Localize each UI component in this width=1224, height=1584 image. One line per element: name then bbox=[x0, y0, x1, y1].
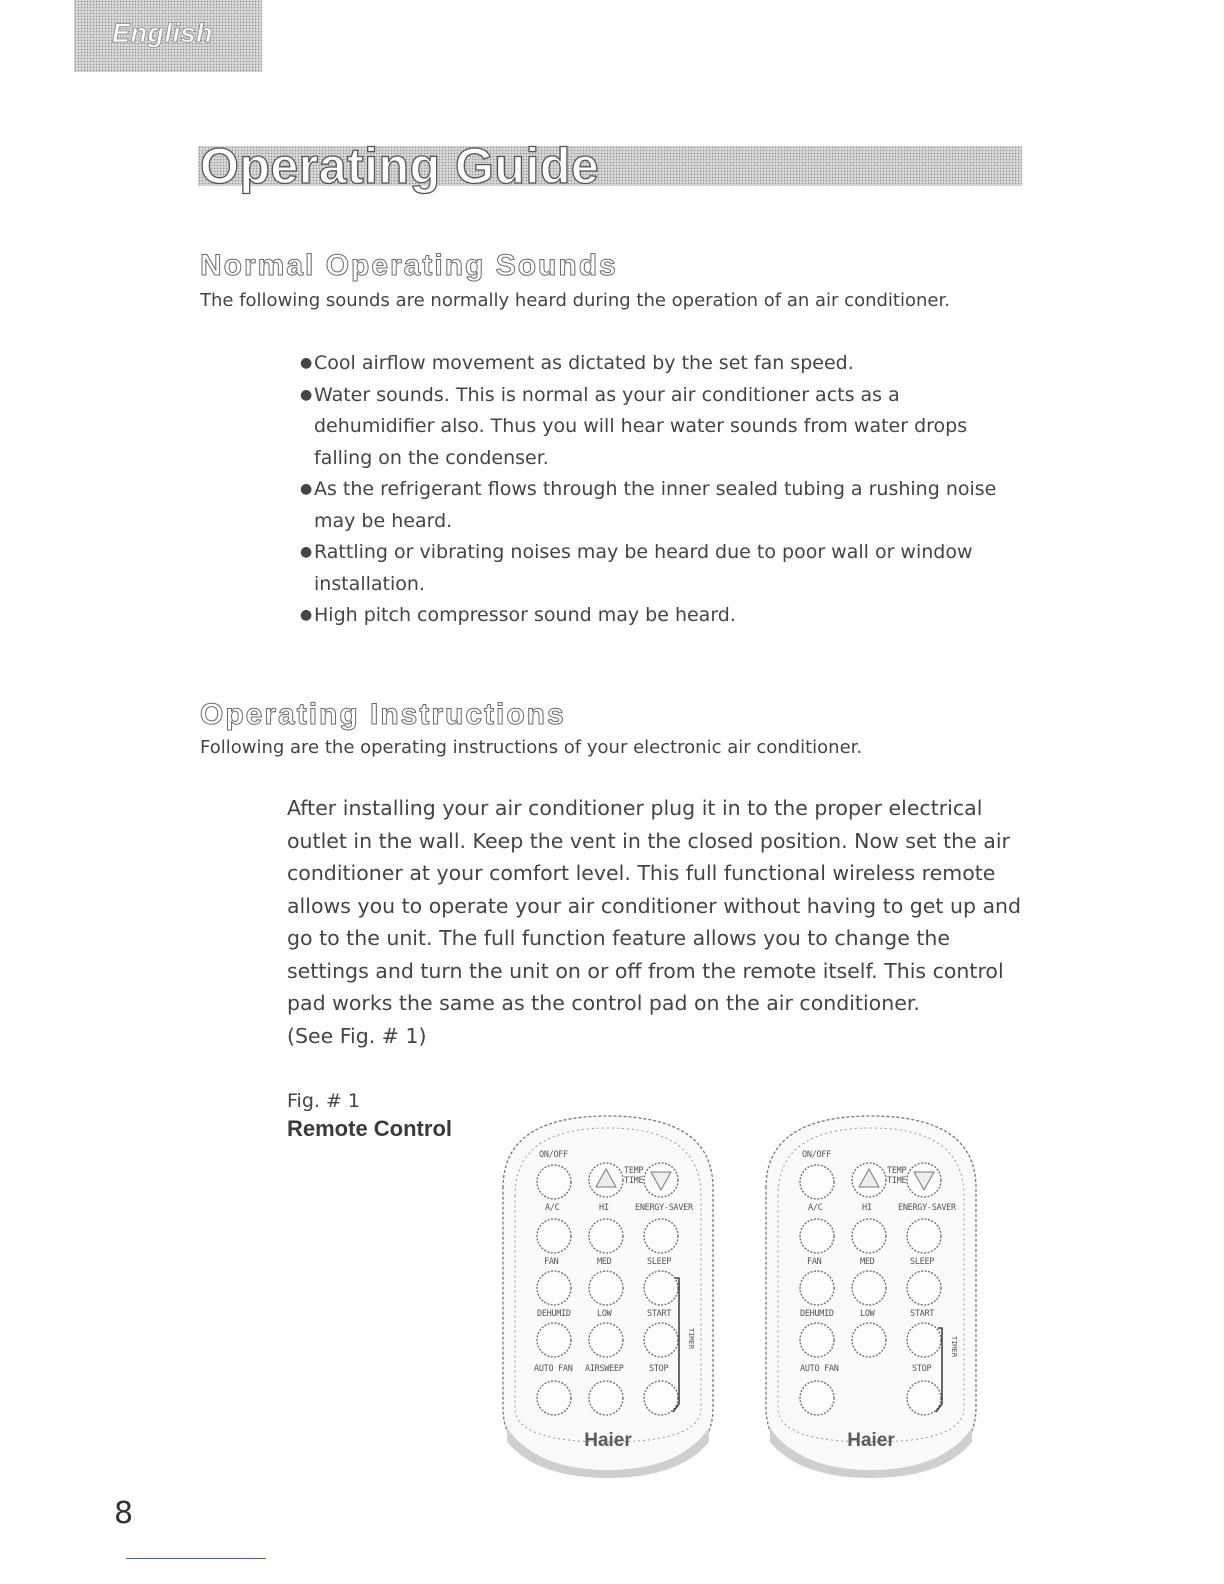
instructions-body bbox=[287, 792, 1032, 1052]
bullet-icon: ● bbox=[300, 481, 313, 497]
low-label: LOW bbox=[597, 1309, 612, 1319]
remote-control-illustration bbox=[497, 1108, 719, 1480]
brand-logo: Haier bbox=[584, 1430, 632, 1451]
language-tab bbox=[74, 0, 262, 72]
sleep-label: SLEEP bbox=[647, 1257, 672, 1267]
energy-saver-label: ENERGY-SAVER bbox=[635, 1203, 693, 1213]
list-item bbox=[300, 474, 1020, 537]
ac-label: A/C bbox=[808, 1203, 823, 1213]
med-label: MED bbox=[597, 1257, 612, 1267]
med-label: MED bbox=[860, 1257, 875, 1267]
list-item-text: Cool airflow movement as dictated by the set fan speed. bbox=[314, 352, 854, 374]
onoff-label: ON/OFF bbox=[802, 1150, 831, 1160]
remote-body-icon bbox=[760, 1108, 982, 1480]
bullet-icon: ● bbox=[300, 386, 313, 403]
auto-fan-label: AUTO FAN bbox=[534, 1364, 573, 1374]
list-item bbox=[300, 537, 1020, 600]
section-heading-sounds: Normal Operating Sounds bbox=[200, 249, 618, 282]
ac-label: A/C bbox=[545, 1203, 560, 1213]
fan-label: FAN bbox=[807, 1257, 822, 1267]
figure-number: Fig. # 1 bbox=[287, 1090, 361, 1112]
remote-control-illustration bbox=[760, 1108, 982, 1480]
list-item-text: As the refrigerant flows through the inner sealed tubing a rushing noise may be heard. bbox=[314, 478, 997, 532]
stop-label: STOP bbox=[912, 1364, 932, 1374]
sounds-intro: The following sounds are normally heard during the operation of an air conditioner. bbox=[200, 290, 950, 311]
stop-label: STOP bbox=[649, 1364, 669, 1374]
sounds-list bbox=[300, 348, 1020, 632]
timer-label: TIMER bbox=[950, 1336, 958, 1358]
start-label: START bbox=[910, 1309, 935, 1319]
hi-label: HI bbox=[862, 1203, 872, 1213]
bullet-icon: ● bbox=[300, 355, 313, 371]
figure-caption: Remote Control bbox=[287, 1116, 452, 1141]
instructions-intro: Following are the operating instructions of your electronic air conditioner. bbox=[200, 737, 863, 758]
bullet-icon: ● bbox=[300, 607, 313, 623]
dehumid-label: DEHUMID bbox=[800, 1309, 834, 1319]
energy-saver-label: ENERGY-SAVER bbox=[898, 1203, 956, 1213]
time-label: TIME bbox=[624, 1176, 644, 1186]
list-item-text: Water sounds. This is normal as your air conditioner acts as a dehumidifier also. Thus you will hear water sounds from water drops falling on the condenser. bbox=[314, 383, 968, 469]
fan-label: FAN bbox=[544, 1257, 559, 1267]
page-number: 8 bbox=[114, 1496, 134, 1531]
list-item-text: High pitch compressor sound may be heard. bbox=[314, 604, 736, 626]
sleep-label: SLEEP bbox=[910, 1257, 935, 1267]
list-item-text: Rattling or vibrating noises may be heard due to poor wall or window installation. bbox=[314, 541, 973, 595]
instructions-paragraph: After installing your air conditioner plug it in to the proper electrical outlet in the wall. Keep the vent in the closed position. Now set the air conditioner at your comfort level. This full functional wireless remote allows you to operate your air conditioner without having to get up and go to the unit. The full function feature allows you to change the settings and turn the unit on or off from the remote itself. This control pad works the same as the control pad on the air conditioner. bbox=[287, 796, 1022, 1015]
start-label: START bbox=[647, 1309, 672, 1319]
list-item bbox=[300, 600, 1020, 632]
temp-label: TEMP bbox=[887, 1166, 907, 1176]
brand-logo: Haier bbox=[847, 1430, 895, 1451]
list-item bbox=[300, 380, 1020, 475]
airsweep-label: AIRSWEEP bbox=[585, 1364, 624, 1374]
dehumid-label: DEHUMID bbox=[537, 1309, 571, 1319]
auto-fan-label: AUTO FAN bbox=[800, 1364, 839, 1374]
language-label: English bbox=[112, 18, 214, 48]
low-label: LOW bbox=[860, 1309, 875, 1319]
onoff-label: ON/OFF bbox=[539, 1150, 568, 1160]
figure-reference: (See Fig. # 1) bbox=[287, 1023, 427, 1048]
hi-label: HI bbox=[599, 1203, 609, 1213]
timer-label: TIMER bbox=[687, 1328, 695, 1350]
page-title: Operating Guide bbox=[200, 138, 600, 194]
time-label: TIME bbox=[887, 1176, 907, 1186]
temp-label: TEMP bbox=[624, 1166, 644, 1176]
section-heading-instructions: Operating Instructions bbox=[200, 698, 566, 731]
footer-rule bbox=[126, 1558, 266, 1559]
remote-body-icon bbox=[497, 1108, 719, 1480]
bullet-icon: ● bbox=[300, 544, 313, 560]
list-item bbox=[300, 348, 1020, 380]
